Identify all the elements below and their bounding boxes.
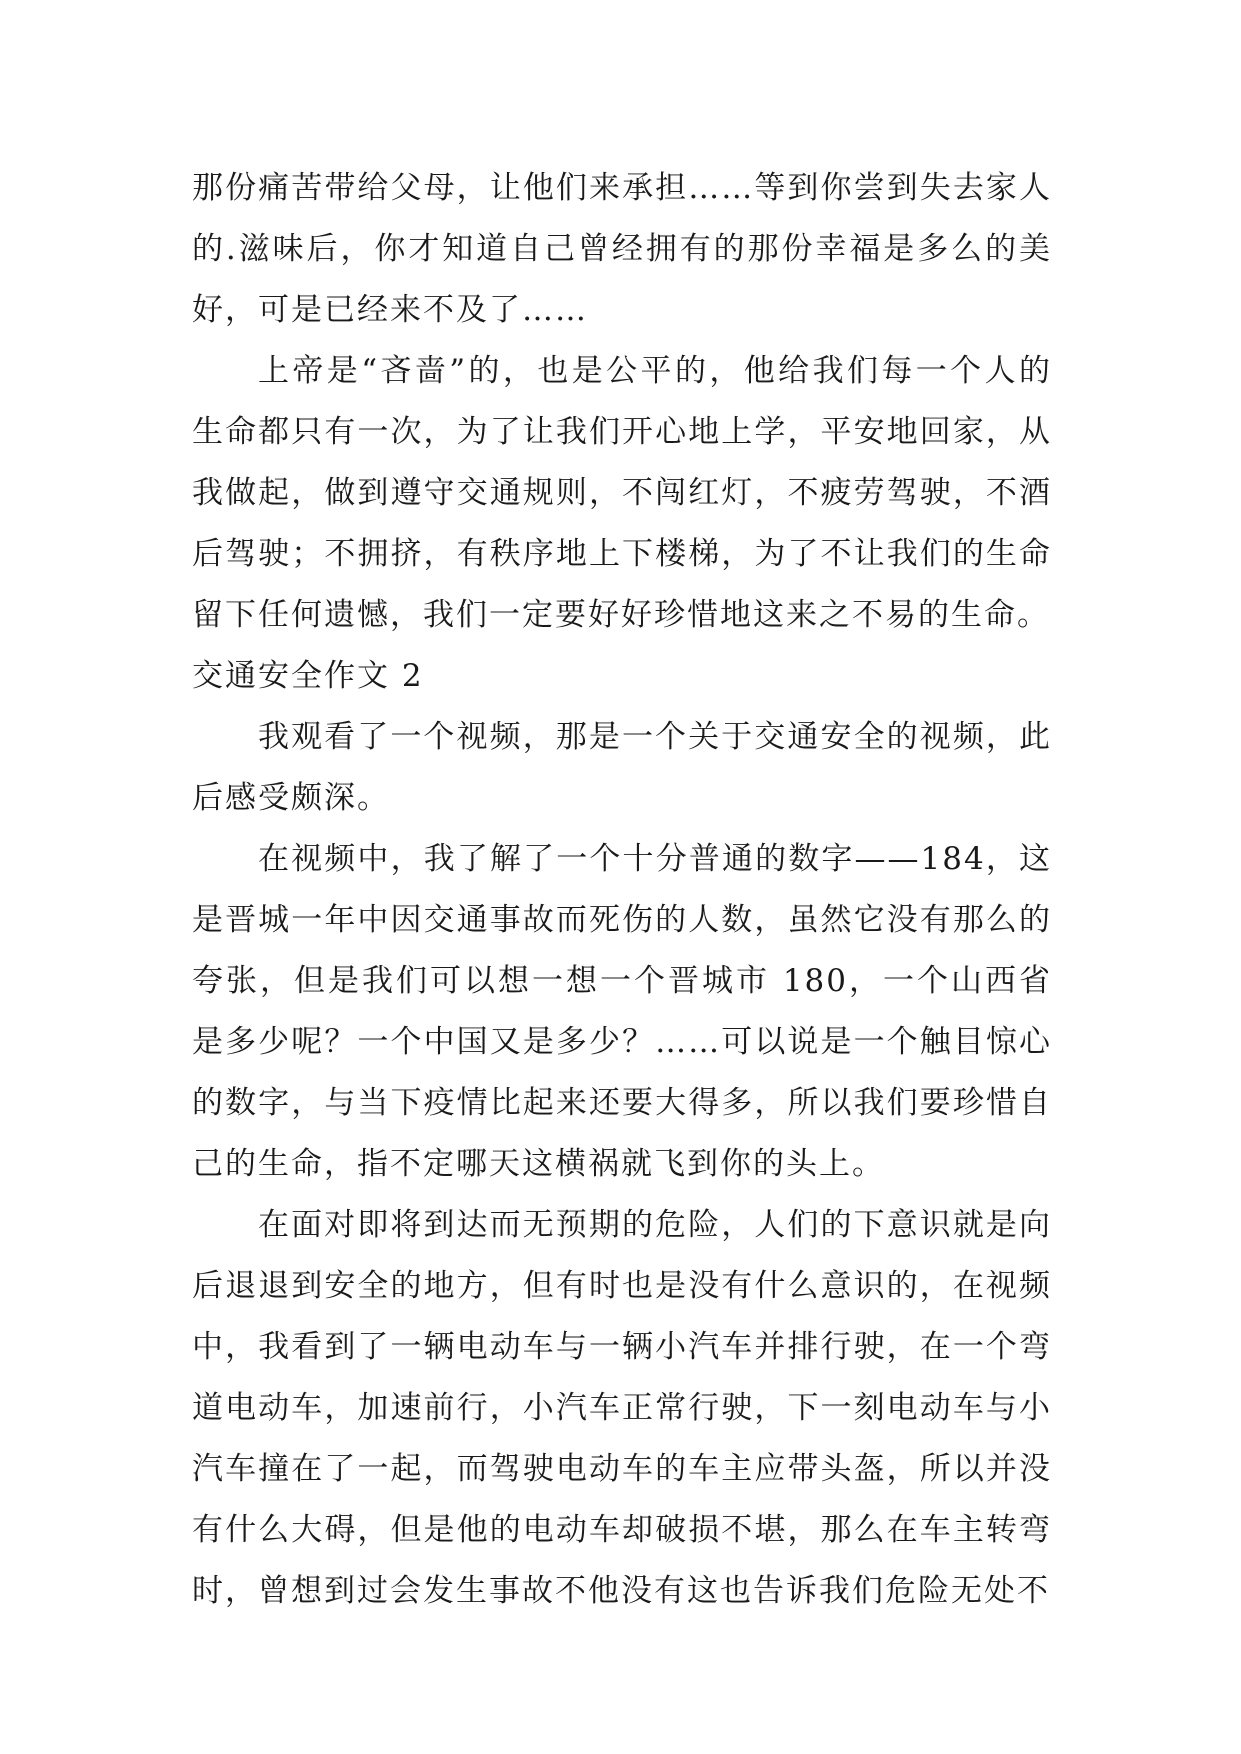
paragraph-2: 上帝是“吝啬”的，也是公平的，他给我们每一个人的生命都只有一次，为了让我们开心地上学，平安地回家，从我做起，做到遵守交通规则，不闯红灯，不疲劳驾驶，不酒后驾驶；不拥挤，有秩序地上下楼梯，为了不让我们的生命留下任何遗憾，我们一定要好好珍惜地这来之不易的生命。 [192,353,1052,633]
paragraph-3: 我观看了一个视频，那是一个关于交通安全的视频，此后感受颇深。 [192,719,1052,816]
paragraph-4: 在视频中，我了解了一个十分普通的数字——184，这是晋城一年中因交通事故而死伤的人数，虽然它没有那么的夸张，但是我们可以想一想一个晋城市 180，一个山西省是多少呢？一个中国又是多少？……可以说是一个触目惊心的数字，与当下疫情比起来还要大得多，所以我们要珍惜自己的生命，指不定哪天这横祸就飞到你的头上。 [192,841,1052,1182]
paragraph-1: 那份痛苦带给父母，让他们来承担……等到你尝到失去家人的.滋味后，你才知道自己曾经拥有的那份幸福是多么的美好，可是已经来不及了…… [192,170,1052,328]
paragraph-5: 在面对即将到达而无预期的危险，人们的下意识就是向后退退到安全的地方，但有时也是没有什么意识的，在视频中，我看到了一辆电动车与一辆小汽车并排行驶，在一个弯道电动车，加速前行，小汽车正常行驶，下一刻电动车与小汽车撞在了一起，而驾驶电动车的车主应带头盔，所以并没有什么大碍，但是他的电动车却破损不堪，那么在车主转弯时，曾想到过会发生事故不他没有这也告诉我们危险无处不 [192,1207,1052,1609]
document-body [192,158,1052,1622]
essay-heading: 交通安全作文 2 [192,658,424,694]
